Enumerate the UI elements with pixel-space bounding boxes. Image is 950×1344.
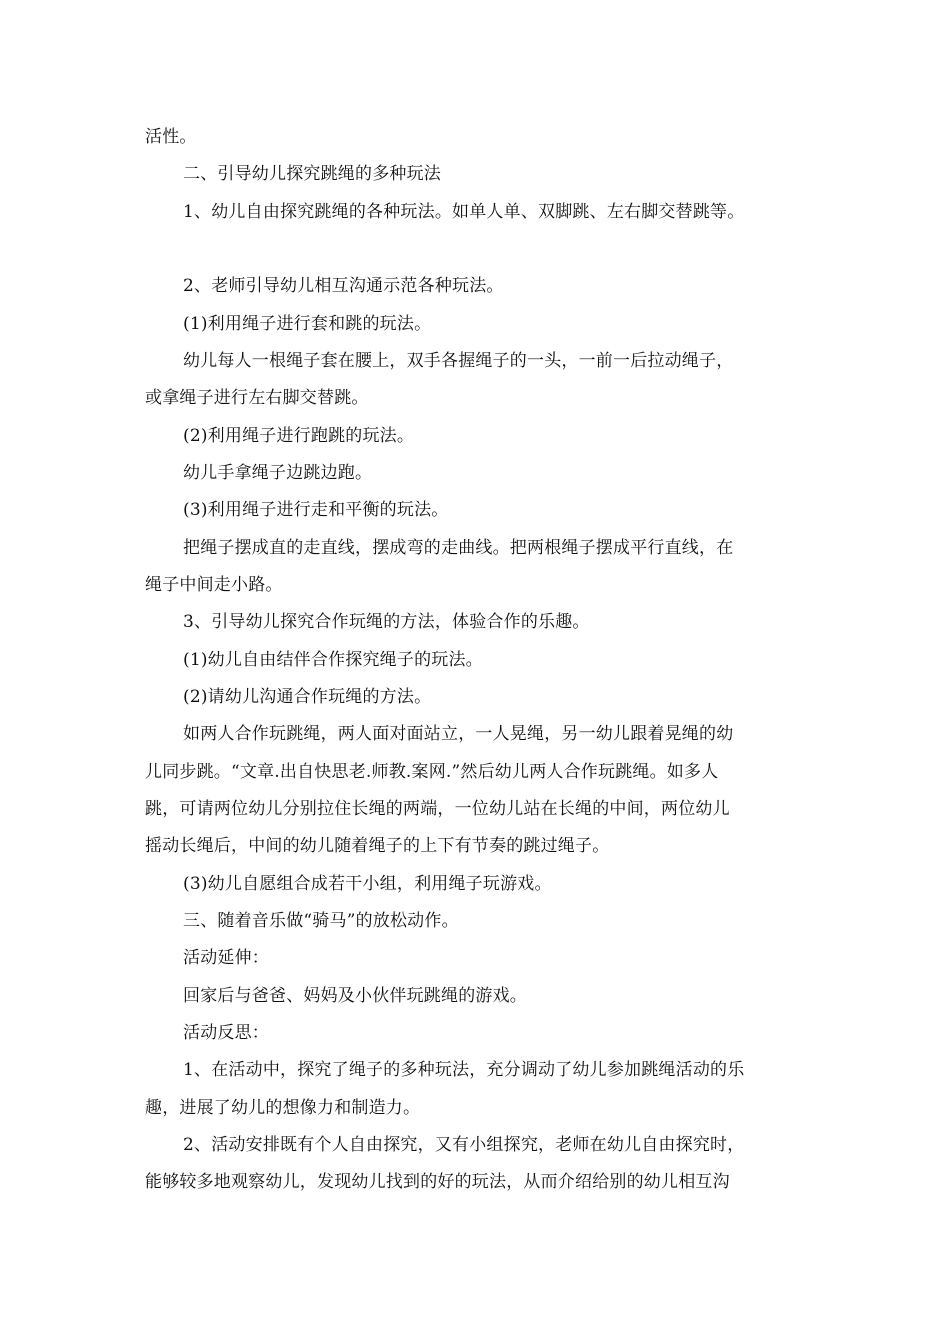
text-line: 活性。 — [145, 127, 197, 147]
text-line: (3)幼儿自愿组合成若干小组，利用绳子玩游戏。 — [183, 874, 552, 894]
text-line: 2、活动安排既有个人自由探究，又有小组探究，老师在幼儿自由探究时， — [183, 1135, 745, 1155]
text-line: 1、幼儿自由探究跳绳的各种玩法。如单人单、双脚跳、左右脚交替跳等。 — [183, 202, 745, 222]
section-heading: 活动反思： — [183, 1023, 269, 1043]
text-line: 或拿绳子进行左右脚交替跳。 — [145, 388, 369, 408]
text-line: 把绳子摆成直的走直线，摆成弯的走曲线。把两根绳子摆成平行直线，在 — [183, 538, 734, 558]
text-line: 3、引导幼儿探究合作玩绳的方法，体验合作的乐趣。 — [183, 612, 590, 632]
text-line: 趣，进展了幼儿的想像力和制造力。 — [145, 1098, 421, 1118]
text-line: 跳，可请两位幼儿分别拉住长绳的两端，一位幼儿站在长绳的中间，两位幼儿 — [145, 799, 730, 819]
text-line: 幼儿手拿绳子边跳边跑。 — [183, 463, 373, 483]
text-line: (2)利用绳子进行跑跳的玩法。 — [183, 426, 415, 446]
section-heading: 二、引导幼儿探究跳绳的多种玩法 — [183, 164, 441, 184]
text-line: 回家后与爸爸、妈妈及小伙伴玩跳绳的游戏。 — [183, 986, 527, 1006]
text-line: 2、老师引导幼儿相互沟通示范各种玩法。 — [183, 276, 504, 296]
text-line: 儿同步跳。“文章.出自快思老.师教.案网.”然后幼儿两人合作玩跳绳。如多人 — [145, 762, 719, 782]
text-line: 摇动长绳后，中间的幼儿随着绳子的上下有节奏的跳过绳子。 — [145, 836, 610, 856]
text-line: (1)幼儿自由结伴合作探究绳子的玩法。 — [183, 650, 483, 670]
text-line: 幼儿每人一根绳子套在腰上，双手各握绳子的一头，一前一后拉动绳子， — [183, 351, 734, 371]
text-line: 1、在活动中，探究了绳子的多种玩法，充分调动了幼儿参加跳绳活动的乐 — [183, 1060, 745, 1080]
text-line: 如两人合作玩跳绳，两人面对面站立，一人晃绳，另一幼儿跟着晃绳的幼 — [183, 724, 734, 744]
text-line: (2)请幼儿沟通合作玩绳的方法。 — [183, 687, 432, 707]
text-line: 绳子中间走小路。 — [145, 575, 283, 595]
section-heading: 三、随着音乐做“骑马”的放松动作。 — [183, 911, 459, 931]
text-line: 能够较多地观察幼儿，发现幼儿找到的好的玩法，从而介绍给别的幼儿相互沟 — [145, 1172, 730, 1192]
text-line: (1)利用绳子进行套和跳的玩法。 — [183, 314, 432, 334]
text-line: (3)利用绳子进行走和平衡的玩法。 — [183, 500, 449, 520]
section-heading: 活动延伸： — [183, 948, 269, 968]
